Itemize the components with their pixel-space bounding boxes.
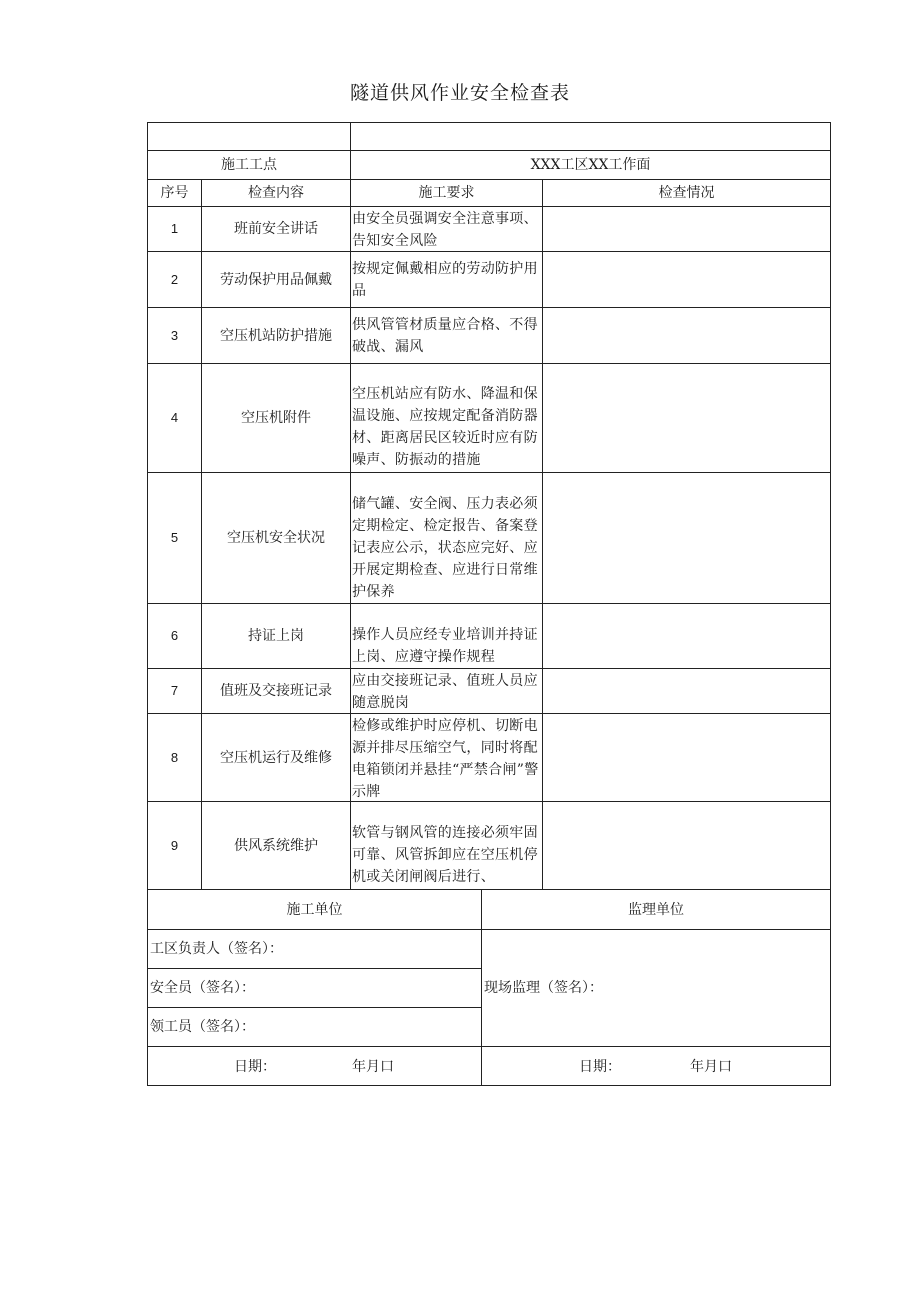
row-item: 供风系统维护 bbox=[201, 801, 350, 889]
row-status bbox=[542, 251, 831, 307]
blank-cell-right bbox=[350, 122, 831, 150]
date-label: 日期： bbox=[579, 1059, 621, 1075]
row-status bbox=[542, 307, 831, 363]
row-status bbox=[542, 206, 831, 251]
site-supervisor-signature: 现场监理（签名）： bbox=[481, 929, 831, 1046]
row-status bbox=[542, 603, 831, 668]
date-suffix: 年月口 bbox=[352, 1059, 394, 1075]
row-requirement: 按规定佩戴相应的劳动防护用品 bbox=[350, 251, 542, 307]
header-item: 检查内容 bbox=[201, 179, 350, 206]
row-no: 7 bbox=[147, 668, 201, 713]
row-no: 1 bbox=[147, 206, 201, 251]
contractor-label: 施工单位 bbox=[147, 889, 481, 929]
row-status bbox=[542, 363, 831, 472]
area-manager-signature: 工区负责人（签名）： bbox=[147, 929, 481, 968]
header-status: 检查情况 bbox=[542, 179, 831, 206]
row-no: 3 bbox=[147, 307, 201, 363]
row-no: 8 bbox=[147, 713, 201, 801]
row-requirement: 储气罐、安全阀、压力表必须定期检定、检定报告、备案登记表应公示，状态应完好、应开展定期检查、应进行日常维护保养 bbox=[350, 472, 542, 603]
row-status bbox=[542, 713, 831, 801]
page-title: 隧道供风作业安全检查表 bbox=[349, 82, 570, 104]
row-requirement: 应由交接班记录、值班人员应随意脱岗 bbox=[350, 668, 542, 713]
row-item: 空压机站防护措施 bbox=[201, 307, 350, 363]
row-requirement: 空压机站应有防水、降温和保温设施、应按规定配备消防器材、距离居民区较近时应有防噪声、防振动的措施 bbox=[350, 363, 542, 472]
row-status bbox=[542, 472, 831, 603]
date-suffix: 年月口 bbox=[690, 1059, 732, 1075]
row-requirement: 软管与钢风管的连接必须牢固可靠、风管拆卸应在空压机停机或关闭闸阀后进行、 bbox=[350, 801, 542, 889]
blank-cell-left bbox=[147, 122, 350, 150]
row-requirement: 操作人员应经专业培训并持证上岗、应遵守操作规程 bbox=[350, 603, 542, 668]
row-no: 4 bbox=[147, 363, 201, 472]
safety-officer-signature: 安全员（签名）： bbox=[147, 968, 481, 1007]
contractor-date bbox=[147, 1046, 481, 1086]
row-requirement: 检修或维护时应停机、切断电源并排尽压缩空气，同时将配电箱锁闭并悬挂“严禁合闸”警示牌 bbox=[350, 713, 542, 801]
row-item: 持证上岗 bbox=[201, 603, 350, 668]
header-no: 序号 bbox=[147, 179, 201, 206]
row-no: 9 bbox=[147, 801, 201, 889]
row-no: 6 bbox=[147, 603, 201, 668]
site-label: 施工工点 bbox=[147, 150, 350, 179]
row-item: 劳动保护用品佩戴 bbox=[201, 251, 350, 307]
row-status bbox=[542, 668, 831, 713]
date-label: 日期： bbox=[234, 1059, 276, 1075]
row-item: 值班及交接班记录 bbox=[201, 668, 350, 713]
row-status bbox=[542, 801, 831, 889]
site-value: XXX工区XX工作面 bbox=[350, 150, 831, 179]
row-item: 空压机安全状况 bbox=[201, 472, 350, 603]
row-requirement: 供风管管材质量应合格、不得破战、漏风 bbox=[350, 307, 542, 363]
foreman-signature: 领工员（签名）： bbox=[147, 1007, 481, 1046]
row-no: 2 bbox=[147, 251, 201, 307]
supervisor-date bbox=[481, 1046, 831, 1086]
header-requirement: 施工要求 bbox=[350, 179, 542, 206]
supervisor-label: 监理单位 bbox=[481, 889, 831, 929]
row-no: 5 bbox=[147, 472, 201, 603]
row-item: 班前安全讲话 bbox=[201, 206, 350, 251]
row-requirement: 由安全员强调安全注意事项、告知安全风险 bbox=[350, 206, 542, 251]
row-item: 空压机运行及维修 bbox=[201, 713, 350, 801]
row-item: 空压机附件 bbox=[201, 363, 350, 472]
